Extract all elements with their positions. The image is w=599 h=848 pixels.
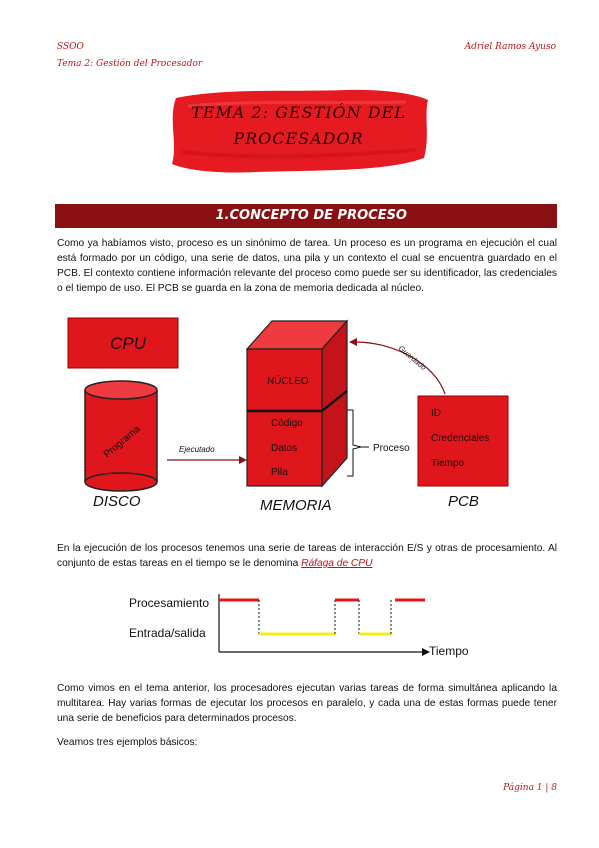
header-course: SSOO (57, 42, 84, 52)
section-heading-bar (55, 204, 557, 228)
pila-label: Pila (271, 467, 288, 478)
proceso-label: Proceso (373, 443, 410, 454)
cpu-label: CPU (110, 334, 146, 353)
proceso-brace (347, 410, 361, 476)
paragraph-intro: Como ya habíamos visto, proceso es un sinónimo de tarea. Un proceso es un programa en ejecución el cual está formado por un código, una serie de datos, una pila y un contexto el cual se encuentra guardado en el PCB. El contexto contiene información relevante del proceso como puede ser su identificador, las credenciales o el tiempo de uso. El PCB se guarda en la zona de memoria dedicada al núcleo. (57, 238, 557, 294)
datos-label: Datos (271, 443, 298, 454)
page-title (166, 100, 431, 152)
section-heading: 1.CONCEPTO DE PROCESO (215, 208, 407, 223)
nucleo-label: NÚCLEO (267, 376, 309, 387)
title-line-1: TEMA 2: GESTIÓN DEL (191, 103, 406, 122)
cpu-burst-diagram (125, 588, 485, 660)
pcb-tiempo-label: Tiempo (431, 458, 464, 469)
process-diagram (55, 312, 565, 522)
memory-cube (247, 321, 347, 486)
guardado-label: Guardado (396, 343, 429, 372)
pcb-id-label: ID (431, 408, 441, 419)
paragraph-multitask: Como vimos en el tema anterior, los procesadores ejecutan varias tareas de forma simultánea aplicando la multitarea. Hay varias formas de ejecutar los procesos en paralelo, y cada una de estas formas puede tener una serie de beneficios para determinados procesos. (57, 683, 557, 724)
pcb-label: PCB (448, 493, 479, 510)
title-line-2: PROCESADOR (233, 129, 364, 148)
memoria-label: MEMORIA (260, 497, 332, 514)
ejecutado-label: Ejecutado (179, 445, 215, 454)
page-number: Página 1 | 8 (503, 783, 557, 793)
tiempo-axis-label: Tiempo (429, 644, 469, 658)
paragraph-examples: Veamos tres ejemplos básicos: (57, 737, 198, 748)
paragraph-burst (57, 541, 557, 571)
header-topic: Tema 2: Gestión del Procesador (57, 59, 203, 69)
rafaga-cpu-link[interactable]: Ráfaga de CPU (301, 558, 373, 569)
programa-label: Programa (101, 423, 143, 461)
header-author: Adriel Ramos Ayuso (464, 42, 556, 52)
entrada-salida-label: Entrada/salida (129, 626, 206, 640)
codigo-label: Código (271, 418, 303, 429)
procesamiento-label: Procesamiento (129, 596, 210, 610)
pcb-credenciales-label: Credenciales (431, 433, 490, 444)
paragraph-burst-text: En la ejecución de los procesos tenemos una serie de tareas de interacción E/S y otras de procesamiento. Al conjunto de estas tareas en el tiempo se le denomina (57, 543, 557, 569)
disco-label: DISCO (93, 493, 141, 510)
